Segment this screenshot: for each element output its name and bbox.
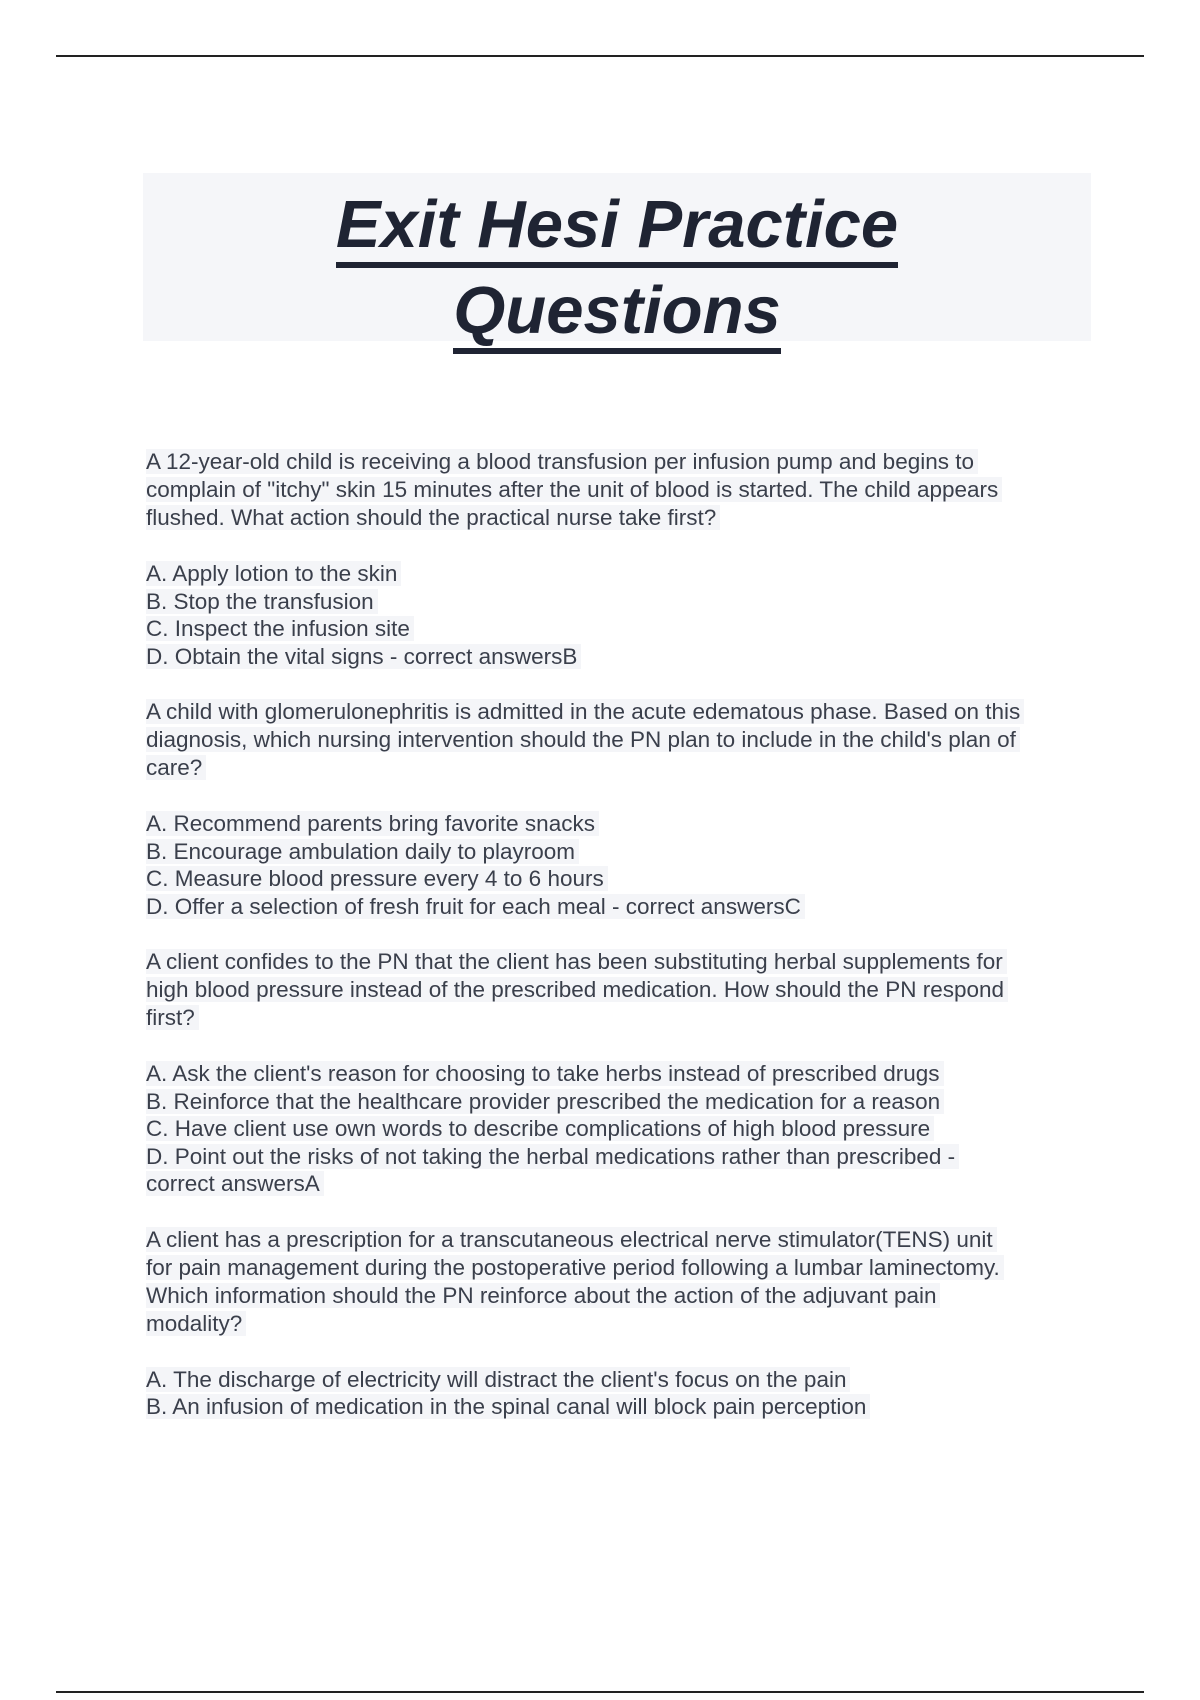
option-line: C. Measure blood pressure every 4 to 6 hours (146, 866, 608, 891)
top-rule (56, 55, 1144, 57)
answer-options (146, 1060, 1096, 1198)
option-line: B. An infusion of medication in the spinal canal will block pain perception (146, 1394, 870, 1419)
option-line: D. Point out the risks of not taking the herbal medications rather than prescribed - (146, 1144, 959, 1169)
option-line: D. Offer a selection of fresh fruit for each meal - correct answersC (146, 894, 805, 919)
answer-options (146, 810, 1096, 920)
option-line: correct answersA (146, 1171, 324, 1196)
question-stem: A client has a prescription for a transcutaneous electrical nerve stimulator(TENS) unit for pain management during the postoperative period following a lumbar laminectomy. Which information should the PN reinforce about the action of the adjuvant pain modality? (146, 1226, 1096, 1338)
option-line: C. Have client use own words to describe complications of high blood pressure (146, 1116, 934, 1141)
option-line: A. Ask the client's reason for choosing to take herbs instead of prescribed drugs (146, 1061, 944, 1086)
option-line: B. Encourage ambulation daily to playroom (146, 839, 579, 864)
option-line: A. Recommend parents bring favorite snacks (146, 811, 599, 836)
question-list (146, 448, 1096, 1449)
option-line: B. Stop the transfusion (146, 589, 378, 614)
option-line: D. Obtain the vital signs - correct answersB (146, 644, 581, 669)
answer-options (146, 560, 1096, 670)
title-line-1: Exit Hesi Practice (143, 183, 1091, 267)
title-banner (143, 173, 1091, 348)
question-stem: A client confides to the PN that the client has been substituting herbal supplements for high blood pressure instead of the prescribed medication. How should the PN respond first? (146, 948, 1096, 1032)
bottom-rule (56, 1691, 1144, 1693)
answer-options (146, 1366, 1096, 1421)
question-stem: A 12-year-old child is receiving a blood transfusion per infusion pump and begins to complain of "itchy" skin 15 minutes after the unit of blood is started. The child appears flushed. What action should the practical nurse take first? (146, 448, 1096, 532)
option-line: A. The discharge of electricity will distract the client's focus on the pain (146, 1367, 850, 1392)
option-line: B. Reinforce that the healthcare provider prescribed the medication for a reason (146, 1089, 944, 1114)
option-line: A. Apply lotion to the skin (146, 561, 401, 586)
question-stem: A child with glomerulonephritis is admitted in the acute edematous phase. Based on this diagnosis, which nursing intervention should the PN plan to include in the child's plan of care? (146, 698, 1096, 782)
title-line-2: Questions (143, 269, 1091, 353)
option-line: C. Inspect the infusion site (146, 616, 414, 641)
